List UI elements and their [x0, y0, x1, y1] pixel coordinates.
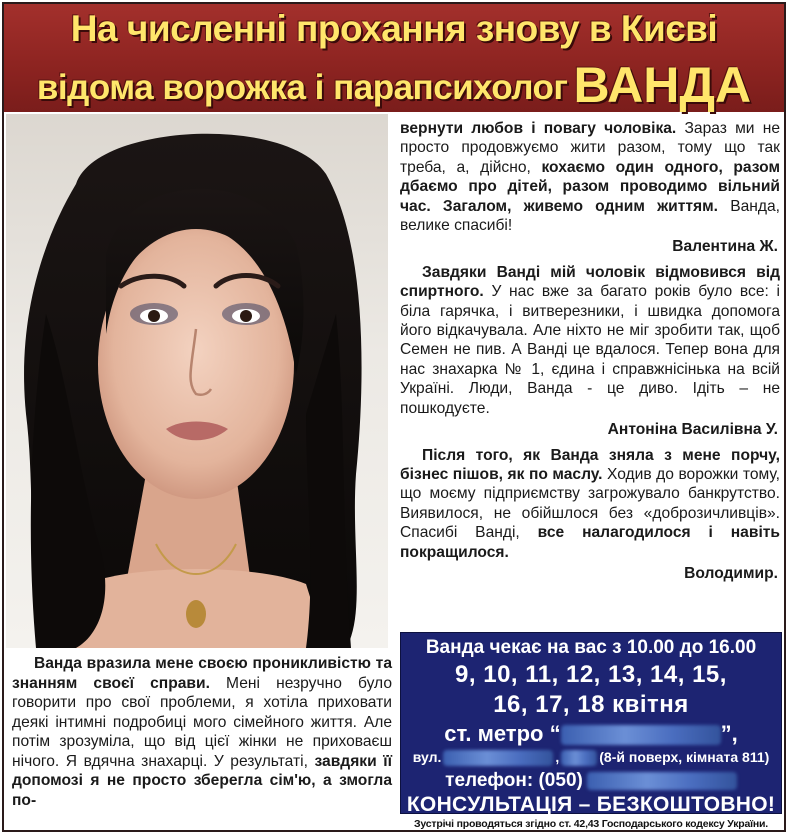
- testimonial-1-column: [12, 654, 392, 832]
- headline-name: ВАНДА: [573, 57, 752, 113]
- free-consultation: КОНСУЛЬТАЦІЯ – БЕЗКОШТОВНО!: [406, 793, 776, 816]
- text-span: Мені незручно було говорити про свої проблеми, я хотіла приховати деякі інтимні подробиці мого сімейного життя. Але потім зрозуміла, що від цієї жінки не приховаєш нічого. Я вдячна знахарці. У результаті,: [12, 674, 392, 770]
- ad-header: [4, 4, 784, 112]
- street-address: [401, 749, 781, 766]
- headline-line-1: На численні прохання знову в Києві: [70, 8, 718, 49]
- headline-line-2: [4, 56, 784, 114]
- testimonial-1: [12, 654, 392, 810]
- redacted-phone: [587, 772, 737, 790]
- portrait-photo: [6, 114, 388, 648]
- text-span: Ходив до ворожки тому, що моєму підприємству загрожувало банкрутство. Виявилося, не обійшлося без «доброзичливців». Спасибі Ванді,: [400, 465, 780, 542]
- dates-line-1: 9, 10, 11, 12, 13, 14, 15,: [455, 661, 727, 688]
- signature-3: Володимир.: [684, 564, 778, 582]
- text-span: Ванда вразила мене своєю проникливістю та знанням своєї справи.: [12, 655, 392, 692]
- signature-1: Валентина Ж.: [672, 238, 778, 256]
- testimonial-3: [400, 446, 780, 562]
- street-suffix: (8-й поверх, кімната 811): [599, 749, 770, 765]
- text-span: вернути любов і повагу чоловіка.: [400, 120, 677, 137]
- text-span: все налагодилося і навіть покращилося.: [400, 524, 780, 561]
- opening-hours: Ванда чекає на вас з 10.00 до 16.00: [425, 637, 757, 658]
- phone-number: [401, 770, 781, 792]
- testimonials-column: [400, 119, 780, 629]
- redacted-street: [443, 750, 553, 766]
- redacted-metro: [561, 725, 721, 745]
- contact-box: [400, 632, 782, 814]
- text-span: Завдяки Ванді мій чоловік відмовився від спиртного.: [400, 263, 780, 301]
- headline-line-2-text: відома ворожка і парапсихолог: [36, 68, 568, 107]
- metro-address: [401, 721, 781, 747]
- redacted-building: [561, 750, 597, 766]
- text-span: У нас вже за багато років було все: і біла гарячка, і витверезники, і швидка допомога його відкачувала. Але ніхто не міг зробити так, щоб Семен не пив. А Ванді це вдалося. Тепер вона для нас знахарка № 1, єдина і справжнісінька на всій Україні. Люди, Ванда - це диво. Ідіть – не пошкодуєте.: [400, 283, 780, 417]
- text-span: кохаємо один одного, разом дбаємо про дітей, разом проводимо вільний час. Загалом, живемо одним життям.: [400, 158, 780, 215]
- advertisement: [2, 2, 786, 832]
- text-span: Ванда, велике спасибі!: [400, 197, 781, 235]
- metro-suffix: ”,: [720, 721, 738, 746]
- metro-prefix: ст. метро “: [444, 721, 561, 746]
- text-span: Після того, як Ванда зняла з мене порчу, бізнес пішов, як по маслу.: [400, 446, 780, 483]
- phone-prefix: телефон: (050): [445, 770, 583, 791]
- dates-line-2: 16, 17, 18 квітня: [493, 691, 689, 718]
- text-span: Зараз ми не просто продовжуємо жити разом, тому що так треба, а, дійсно,: [400, 120, 780, 176]
- text-span: завдяки її допомозі я не просто зберегла сім'ю, а змогла по-: [12, 752, 393, 809]
- testimonial-1-continued: [400, 119, 780, 235]
- street-prefix: вул.: [412, 749, 442, 765]
- portrait-illustration: [6, 114, 388, 648]
- legal-note: Зустрічі проводяться згідно ст. 42,43 Господарського кодексу України.: [414, 818, 768, 830]
- testimonial-2: [400, 263, 780, 418]
- signature-2: Антоніна Василівна У.: [607, 421, 778, 439]
- street-comma: ,: [555, 749, 560, 765]
